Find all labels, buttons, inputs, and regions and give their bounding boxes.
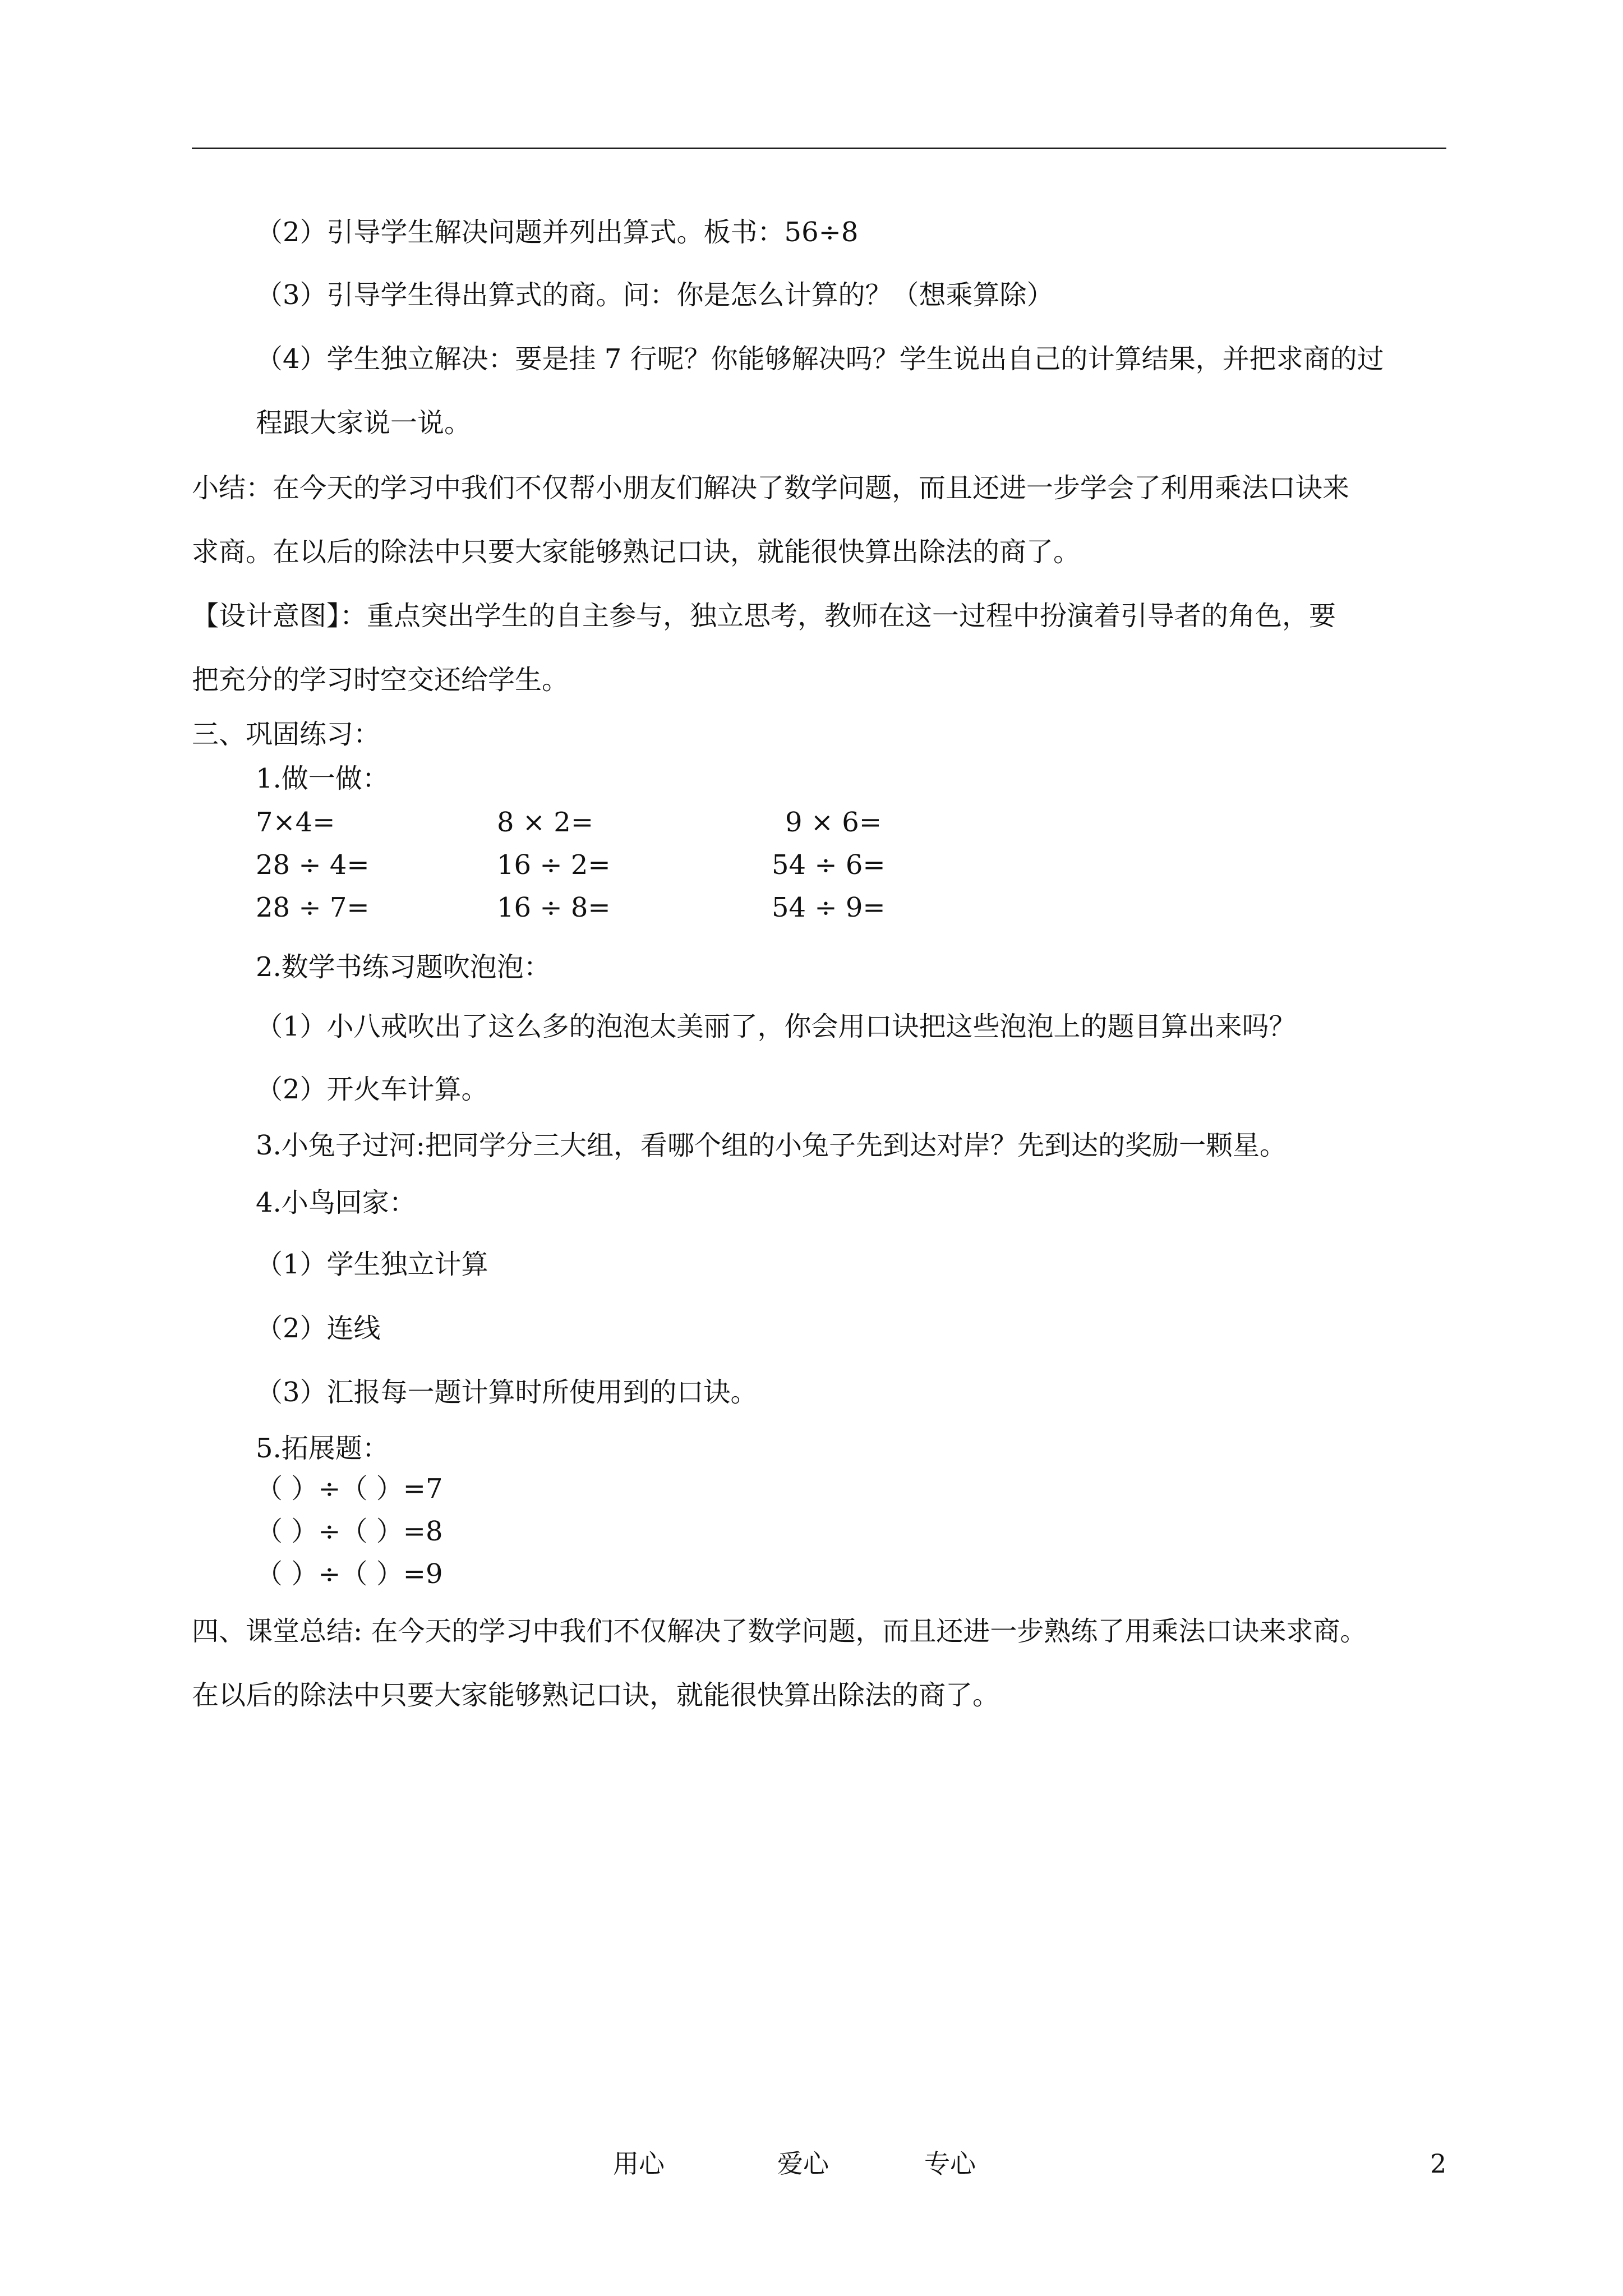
exercise-cell: 16 ÷ 2= [497,849,611,881]
extension-item-3: （ ）÷（ ）=9 [256,1558,443,1590]
step-3: （3）引导学生得出算式的商。问：你是怎么计算的？（想乘算除） [256,279,1054,311]
design-intent-line-1: 【设计意图】：重点突出学生的自主参与，独立思考，教师在这一过程中扮演着引导者的角色，要 [192,600,1336,632]
extension-item-2: （ ）÷（ ）=8 [256,1516,443,1547]
section-3-heading: 三、巩固练习： [192,719,381,750]
design-intent-line-2: 把充分的学习时空交还给学生。 [192,664,569,696]
practice-5-title: 5.拓展题： [256,1433,389,1464]
summary-line-2: 求商。在以后的除法中只要大家能够熟记口诀，就能很快算出除法的商了。 [192,536,1081,568]
practice-3: 3.小兔子过河:把同学分三大组，看哪个组的小兔子先到达对岸？先到达的奖励一颗星。 [256,1130,1287,1161]
practice-1-title: 1.做一做： [256,763,389,794]
exercise-cell: 54 ÷ 9= [772,892,886,923]
practice-2-item-2: （2）开火车计算。 [256,1074,488,1105]
exercise-cell: 28 ÷ 7= [256,892,370,923]
section-4-line-1: 四、课堂总结: 在今天的学习中我们不仅解决了数学问题，而且还进一步熟练了用乘法口诀来求商。 [192,1616,1367,1647]
step-2: （2）引导学生解决问题并列出算式。板书：56÷8 [256,217,859,248]
footer-word: 用心 [613,2148,665,2179]
footer-word: 专心 [924,2148,976,2179]
practice-2-item-1: （1）小八戒吹出了这么多的泡泡太美丽了，你会用口诀把这些泡泡上的题目算出来吗？ [256,1011,1296,1042]
practice-4-item-2: （2）连线 [256,1313,381,1344]
summary-line-1: 小结：在今天的学习中我们不仅帮小朋友们解决了数学问题，而且还进一步学会了利用乘法口诀来 [192,472,1350,504]
practice-4-item-3: （3）汇报每一题计算时所使用到的口诀。 [256,1377,758,1408]
practice-2-title: 2.数学书练习题吹泡泡： [256,951,551,983]
extension-item-1: （ ）÷（ ）=7 [256,1473,443,1504]
section-4-line-2: 在以后的除法中只要大家能够熟记口诀，就能很快算出除法的商了。 [192,1680,1000,1711]
exercise-cell: 9 × 6= [785,807,882,838]
step-4-line-2: 程跟大家说一说。 [256,407,472,439]
step-4-line-1: （4）学生独立解决：要是挂 7 行呢？你能够解决吗？学生说出自己的计算结果，并把求商的过 [256,343,1384,375]
practice-4-title: 4.小鸟回家： [256,1187,416,1218]
exercise-cell: 16 ÷ 8= [497,892,611,923]
exercise-cell: 54 ÷ 6= [772,849,886,881]
exercise-cell: 28 ÷ 4= [256,849,370,881]
footer-word: 爱心 [777,2148,829,2179]
exercise-cell: 7×4= [256,807,335,838]
practice-4-item-1: （1）学生独立计算 [256,1249,488,1280]
exercise-cell: 8 × 2= [497,807,594,838]
page-number: 2 [1430,2148,1447,2179]
header-rule [192,148,1446,149]
